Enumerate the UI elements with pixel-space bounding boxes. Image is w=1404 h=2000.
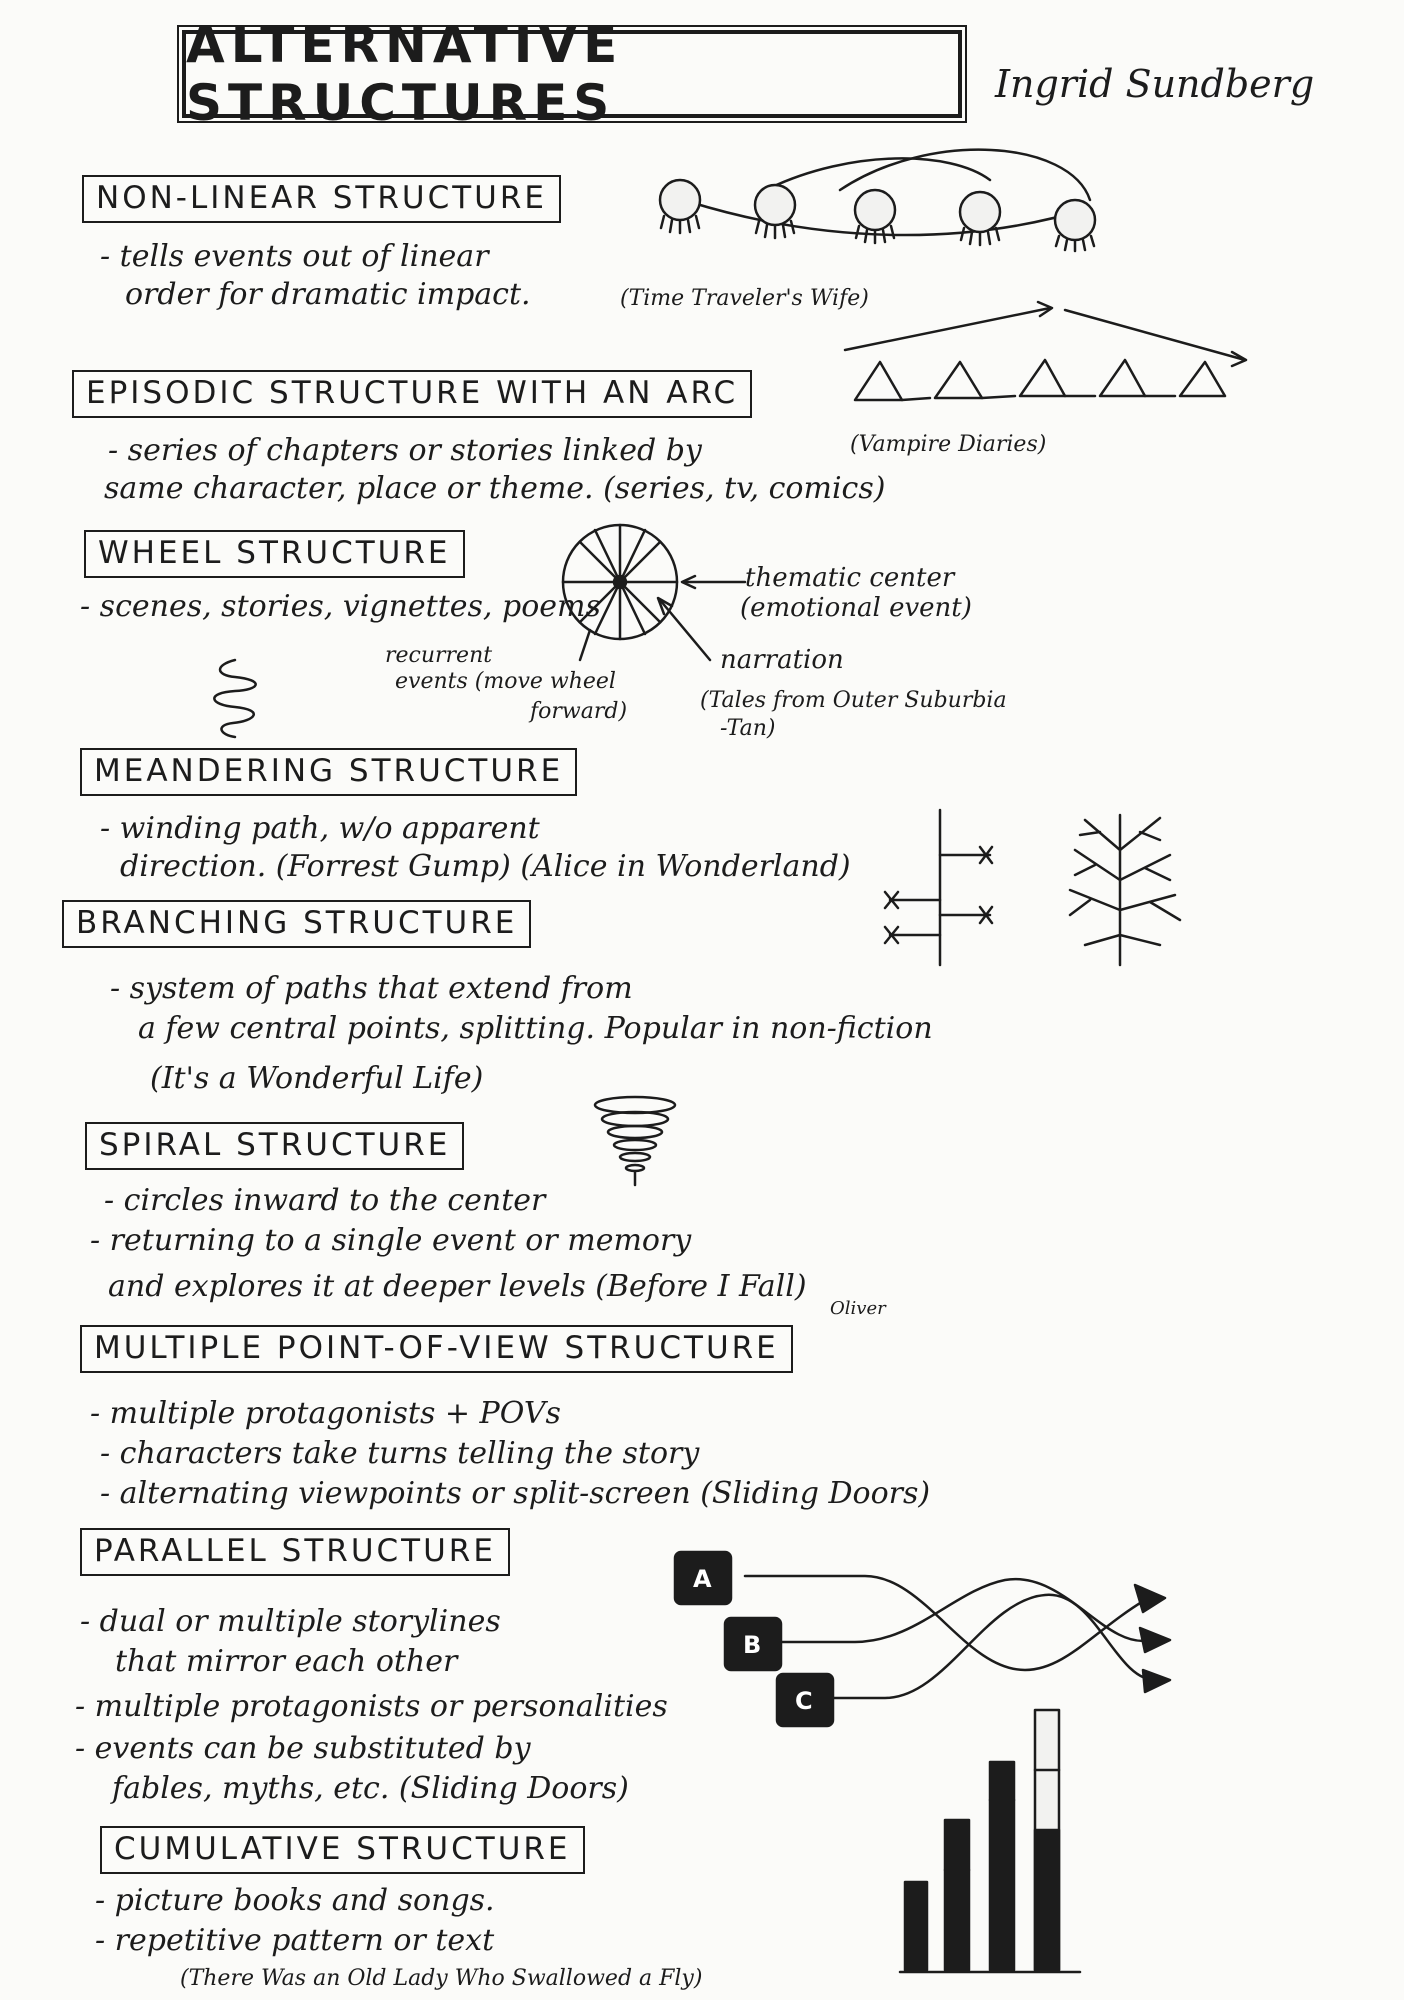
heading-branching: BRANCHING STRUCTURE <box>62 900 531 948</box>
heading-meandering: MEANDERING STRUCTURE <box>80 748 577 796</box>
parallel-line-5: fables, myths, etc. (Sliding Doors) <box>112 1771 629 1806</box>
heading-multiple-pov: MULTIPLE POINT-OF-VIEW STRUCTURE <box>80 1325 793 1373</box>
wheel-label-recurrent-3: forward) <box>530 699 628 724</box>
episodic-diagram <box>840 300 1260 410</box>
branching-line-3: (It's a Wonderful Life) <box>150 1061 484 1096</box>
wheel-label-recurrent-1: recurrent <box>385 643 493 668</box>
wheel-example-1: (Tales from Outer Suburbia <box>700 688 1007 713</box>
spiral-icon <box>590 1095 680 1190</box>
episodic-example: (Vampire Diaries) <box>850 432 1047 457</box>
cumulative-line-2: - repetitive pattern or text <box>95 1923 495 1958</box>
wheel-example-2: -Tan) <box>720 716 776 741</box>
heading-episodic: EPISODIC STRUCTURE WITH AN ARC <box>72 370 752 418</box>
wheel-label-recurrent-2: events (move wheel <box>395 669 616 694</box>
parallel-braid-diagram <box>665 1540 1185 1730</box>
wheel-label-narration: narration <box>720 645 844 675</box>
nonlinear-line-1: - tells events out of linear <box>100 239 489 274</box>
spiral-line-1: - circles inward to the center <box>104 1183 546 1218</box>
episodic-line-2: same character, place or theme. (series, tv, comics) <box>104 471 886 506</box>
heading-wheel: WHEEL STRUCTURE <box>84 530 465 578</box>
multiple-pov-line-3: - alternating viewpoints or split-screen (Sliding Doors) <box>100 1476 931 1511</box>
nonlinear-diagram <box>650 160 1120 250</box>
branching-line-1: - system of paths that extend from <box>110 971 633 1006</box>
branching-line-2: a few central points, splitting. Popular in non-fiction <box>138 1011 933 1046</box>
wheel-label-center-2: (emotional event) <box>740 593 972 623</box>
svg-text:B: B <box>743 1631 762 1659</box>
wheel-label-center: thematic center <box>745 563 955 593</box>
parallel-line-2: that mirror each other <box>115 1644 458 1679</box>
meandering-line-1: - winding path, w/o apparent <box>100 811 540 846</box>
parallel-line-3: - multiple protagonists or personalities <box>75 1689 668 1724</box>
episodic-line-1: - series of chapters or stories linked by <box>108 433 702 468</box>
parallel-line-4: - events can be substituted by <box>75 1731 531 1766</box>
cumulative-bars-diagram <box>895 1710 1085 1980</box>
cumulative-line-1: - picture books and songs. <box>95 1883 495 1918</box>
heading-cumulative: CUMULATIVE STRUCTURE <box>100 1826 585 1874</box>
page-title: ALTERNATIVE STRUCTURES <box>182 30 962 118</box>
spiral-line-2: - returning to a single event or memory <box>90 1223 692 1258</box>
author-name: Ingrid Sundberg <box>995 62 1315 106</box>
branching-tree-diagram <box>1060 810 1200 970</box>
meandering-line-2: direction. (Forrest Gump) (Alice in Wonderland) <box>120 849 851 884</box>
nonlinear-example: (Time Traveler's Wife) <box>620 286 869 311</box>
cumulative-example: (There Was an Old Lady Who Swallowed a Fly) <box>180 1966 703 1991</box>
multiple-pov-line-1: - multiple protagonists + POVs <box>90 1396 561 1431</box>
svg-text:C: C <box>795 1687 813 1715</box>
heading-spiral: SPIRAL STRUCTURE <box>85 1122 464 1170</box>
parallel-line-1: - dual or multiple storylines <box>80 1604 501 1639</box>
parallel-box-c <box>777 1674 833 1726</box>
heading-nonlinear: NON-LINEAR STRUCTURE <box>82 175 561 223</box>
heading-parallel: PARALLEL STRUCTURE <box>80 1528 510 1576</box>
spiral-line-3: and explores it at deeper levels (Before I Fall) <box>108 1269 807 1304</box>
wheel-line-1: - scenes, stories, vignettes, poems <box>80 589 601 624</box>
multiple-pov-line-2: - characters take turns telling the story <box>100 1436 700 1471</box>
nonlinear-line-2: order for dramatic impact. <box>125 277 531 312</box>
parallel-box-b <box>725 1618 781 1670</box>
branching-x-diagram <box>880 810 1010 970</box>
meander-squiggle-icon <box>205 655 275 745</box>
spiral-example-author: Oliver <box>830 1298 886 1319</box>
svg-text:A: A <box>693 1565 712 1593</box>
parallel-box-a <box>675 1552 731 1604</box>
